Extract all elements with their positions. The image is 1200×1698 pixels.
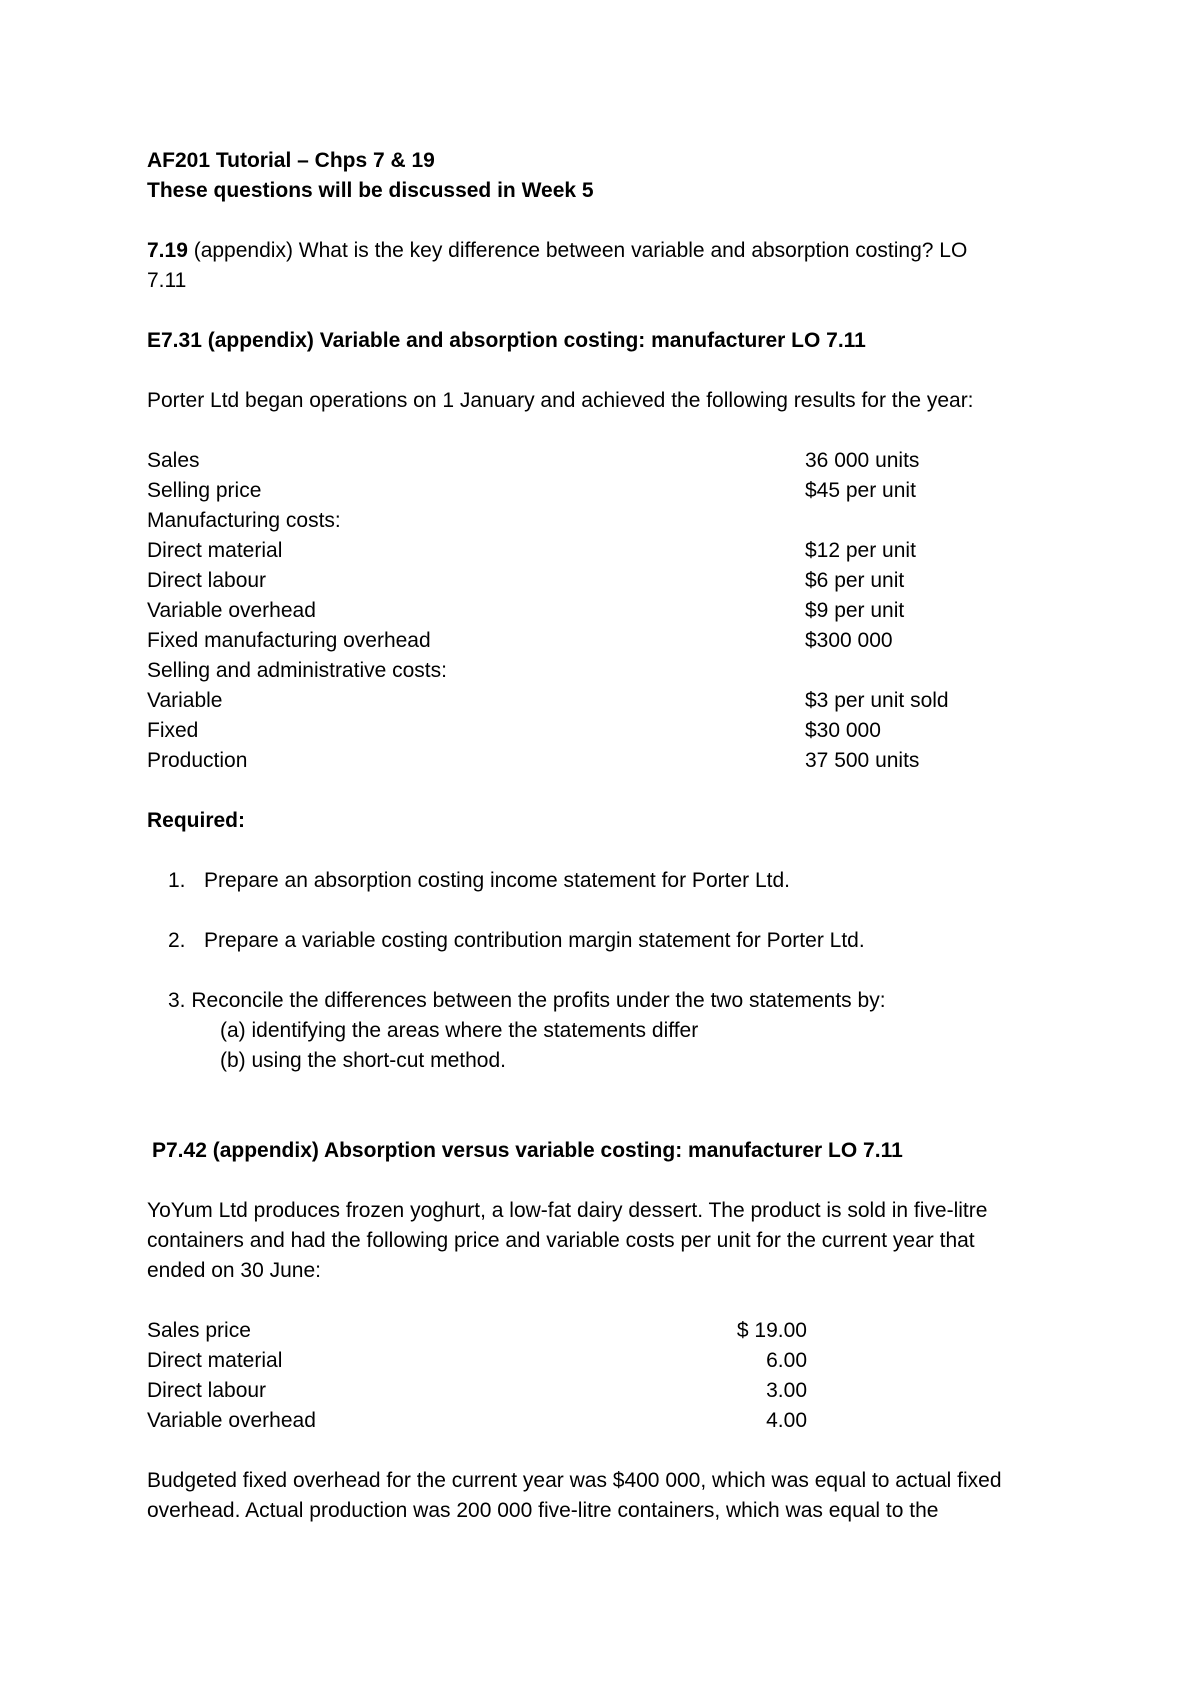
data-value: $12 per unit — [805, 539, 916, 562]
question-7-19-cont: 7.11 — [147, 269, 187, 292]
requirement-2: Prepare a variable costing contribution margin statement for Porter Ltd. — [204, 929, 865, 952]
document-title: AF201 Tutorial – Chps 7 & 19 — [147, 149, 435, 172]
data-label: Direct labour — [147, 569, 267, 592]
data-label: Selling and administrative costs: — [147, 659, 447, 682]
budget-text-line: Budgeted fixed overhead for the current year was $400 000, which was equal to actual fixed — [147, 1469, 1002, 1492]
requirement-3: 3. Reconcile the differences between the profits under the two statements by: — [168, 989, 886, 1012]
data-value: 36 000 units — [805, 449, 920, 472]
data-label: Production — [147, 749, 248, 772]
exercise-e7-31-intro: Porter Ltd began operations on 1 January and achieved the following results for the year: — [147, 389, 974, 412]
cost-label: Sales price — [147, 1319, 251, 1342]
required-label: Required: — [147, 809, 246, 832]
data-label: Fixed manufacturing overhead — [147, 629, 431, 652]
problem-intro-line: ended on 30 June: — [147, 1259, 321, 1282]
cost-value: 6.00 — [766, 1349, 807, 1372]
data-value: $9 per unit — [805, 599, 905, 622]
cost-label: Direct material — [147, 1349, 283, 1372]
data-value: $300 000 — [805, 629, 893, 652]
data-label: Selling price — [147, 479, 262, 502]
problem-p7-42-heading: P7.42 (appendix) Absorption versus variable costing: manufacturer LO 7.11 — [152, 1139, 903, 1162]
data-value: $45 per unit — [805, 479, 916, 502]
requirement-number: 2. — [168, 929, 186, 952]
question-text: (appendix) What is the key difference between variable and absorption costing? LO — [187, 239, 968, 262]
requirement-3b: (b) using the short-cut method. — [220, 1049, 506, 1072]
data-label: Fixed — [147, 719, 199, 742]
cost-value: $ 19.00 — [736, 1319, 807, 1342]
question-7-19 — [147, 238, 967, 264]
data-label: Variable — [147, 689, 223, 712]
cost-label: Variable overhead — [147, 1409, 316, 1432]
requirement-3a: (a) identifying the areas where the statements differ — [220, 1019, 699, 1042]
requirement-1: Prepare an absorption costing income statement for Porter Ltd. — [204, 869, 790, 892]
data-value: $6 per unit — [805, 569, 905, 592]
data-label: Manufacturing costs: — [147, 509, 341, 532]
data-label: Sales — [147, 449, 200, 472]
data-label: Variable overhead — [147, 599, 316, 622]
budget-text-line: overhead. Actual production was 200 000 five-litre containers, which was equal to the — [147, 1499, 939, 1522]
cost-value: 4.00 — [766, 1409, 807, 1432]
requirement-number: 1. — [168, 869, 186, 892]
exercise-e7-31-heading: E7.31 (appendix) Variable and absorption costing: manufacturer LO 7.11 — [147, 329, 866, 352]
question-number: 7.19 — [147, 239, 188, 262]
problem-intro-line: YoYum Ltd produces frozen yoghurt, a low-fat dairy dessert. The product is sold in five-litre — [147, 1199, 988, 1222]
data-value: 37 500 units — [805, 749, 920, 772]
cost-value: 3.00 — [766, 1379, 807, 1402]
problem-intro-line: containers and had the following price and variable costs per unit for the current year that — [147, 1229, 975, 1252]
cost-label: Direct labour — [147, 1379, 267, 1402]
document-subtitle: These questions will be discussed in Week 5 — [147, 179, 594, 202]
data-value: $3 per unit sold — [805, 689, 949, 712]
data-value: $30 000 — [805, 719, 881, 742]
data-label: Direct material — [147, 539, 283, 562]
